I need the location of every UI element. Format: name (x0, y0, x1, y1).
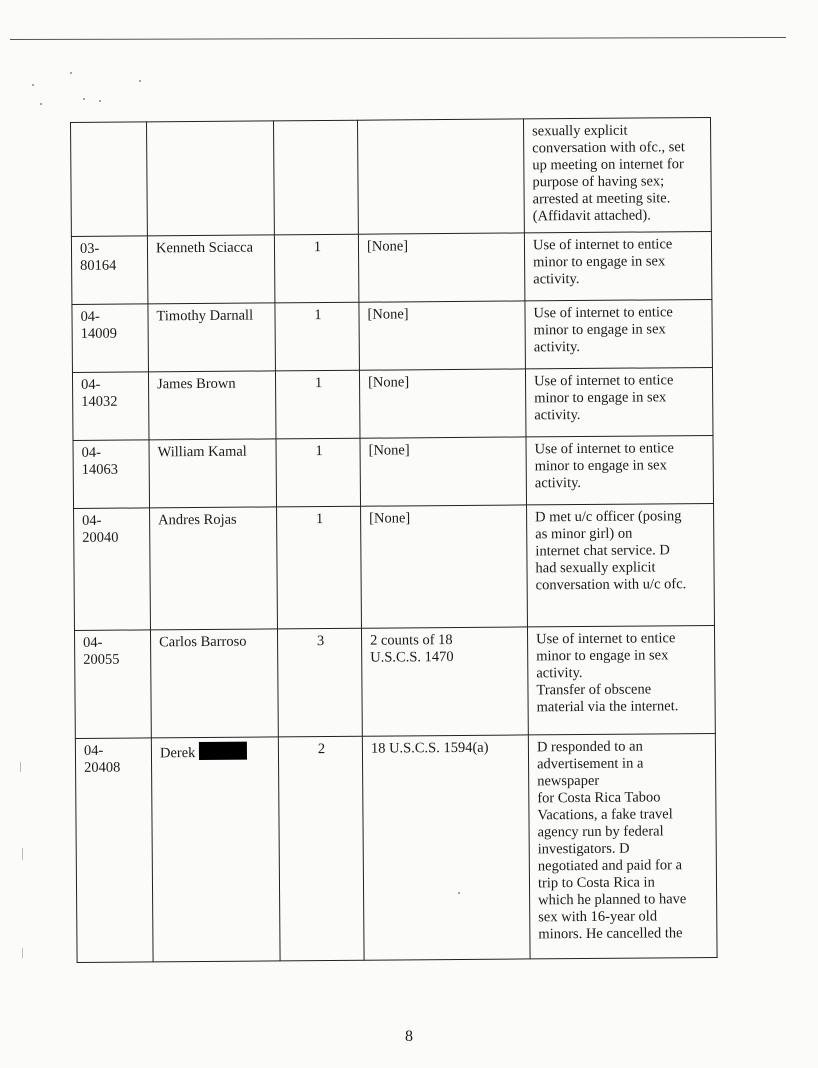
defendant-cell (151, 737, 280, 962)
description-line: activity. (536, 664, 583, 682)
counts-cell: 1 (276, 438, 361, 507)
description-line: negotiated and paid for a (537, 857, 683, 875)
description-line: minors. He cancelled the (538, 925, 683, 943)
counts-cell: 1 (277, 506, 362, 629)
defendant-cell: James Brown (148, 371, 276, 440)
description-line: activity. (534, 406, 581, 424)
table-row (73, 435, 714, 508)
statute-cell: [None] (358, 233, 525, 302)
description-line: Vacations, a fake travel (537, 806, 673, 824)
description-cell (525, 299, 713, 368)
description-line: material via the internet. (536, 698, 679, 716)
statute-cell: [None] (361, 505, 528, 628)
defendant-cell: Carlos Barroso (150, 629, 278, 738)
table-row (74, 503, 715, 630)
description-line: minor to engage in sex (536, 647, 669, 665)
counts-cell: 2 (278, 736, 364, 961)
description-line: conversation with u/c ofc. (535, 576, 687, 594)
counts-cell: 1 (274, 234, 359, 303)
defendant-cell: William Kamal (149, 439, 277, 508)
statute-cell: 18 U.S.C.S. 1594(a) (362, 735, 530, 960)
docket-cell: 04- 20040 (74, 508, 151, 631)
defendant-name: Derek (159, 745, 196, 762)
description-line: Use of internet to entice (533, 304, 673, 322)
defendant-cell: Andres Rojas (150, 507, 278, 630)
description-line: which he planned to have (538, 891, 687, 909)
statute-cell: [None] (359, 369, 526, 438)
description-cell (527, 503, 715, 626)
description-line: investigators. D (537, 840, 630, 858)
description-cell (525, 367, 713, 436)
description-line: activity. (533, 271, 580, 288)
description-line: minor to engage in sex (534, 389, 667, 407)
case-table (70, 117, 718, 963)
description-line: purpose of having sex; (532, 173, 665, 191)
counts-cell: 3 (277, 628, 362, 737)
docket-cell: 03- 80164 (71, 236, 148, 305)
table-row (71, 117, 712, 236)
description-line: sex with 16-year old (538, 908, 658, 926)
statute-cell: [None] (360, 437, 527, 506)
table-row (75, 733, 717, 962)
description-line: had sexually explicit (535, 559, 656, 577)
docket-cell (71, 122, 148, 237)
description-line: advertisement in a (536, 755, 644, 773)
redaction-bar (199, 742, 247, 760)
scan-edge-mark (22, 948, 23, 958)
description-line: D met u/c officer (posing (535, 508, 682, 526)
description-line: internet chat service. D (535, 542, 670, 560)
defendant-cell: Kenneth Sciacca (147, 235, 275, 304)
description-line: Use of internet to entice (533, 372, 674, 390)
statute-cell: 2 counts of 18 U.S.C.S. 1470 (361, 627, 528, 736)
docket-cell: 04- 14032 (72, 372, 149, 441)
docket-cell: 04- 14063 (73, 440, 150, 509)
statute-cell: [None] (359, 301, 526, 370)
description-line: Use of internet to entice (536, 630, 676, 648)
description-line: D responded to an (536, 738, 643, 756)
defendant-cell (147, 121, 275, 236)
page-top-rule (10, 37, 786, 40)
counts-cell (273, 120, 358, 235)
description-line: minor to engage in sex (534, 457, 667, 475)
description-line: conversation with ofc., set (532, 139, 685, 157)
docket-cell: 04- 14009 (72, 304, 149, 373)
description-line: arrested at meeting site. (532, 190, 671, 208)
description-cell (524, 231, 712, 300)
defendant-cell: Timothy Darnall (148, 303, 276, 372)
description-cell (526, 435, 714, 504)
description-line: Use of internet to entice (532, 236, 673, 254)
docket-cell: 04- 20408 (75, 738, 153, 963)
description-cell (528, 733, 717, 958)
description-line: as minor girl) on (535, 525, 633, 543)
description-line: up meeting on internet for (532, 156, 684, 174)
counts-cell: 1 (275, 302, 360, 371)
counts-cell: 1 (275, 370, 360, 439)
description-line: agency run by federal (537, 823, 664, 841)
scan-edge-mark (20, 762, 21, 772)
page-number: 8 (405, 1028, 413, 1045)
table-row (74, 625, 715, 738)
table-row (71, 231, 712, 304)
description-line: for Costa Rica Taboo (537, 789, 661, 807)
description-line: trip to Costa Rica in (537, 874, 655, 892)
description-line: activity. (533, 339, 581, 356)
scan-edge-mark (22, 848, 23, 860)
statute-cell (357, 119, 524, 234)
description-cell (527, 625, 715, 734)
description-line: newspaper (537, 772, 600, 790)
description-line: Transfer of obscene (536, 681, 652, 699)
description-line: activity. (534, 474, 582, 492)
description-line: minor to engage in sex (533, 253, 666, 271)
docket-cell: 04- 20055 (74, 630, 151, 739)
description-line: minor to engage in sex (533, 321, 666, 339)
description-line: (Affidavit attached). (532, 207, 651, 225)
table-row (72, 367, 713, 440)
description-cell (523, 117, 711, 232)
description-line: sexually explicit (532, 122, 628, 140)
description-line: Use of internet to entice (534, 440, 674, 458)
table-row (72, 299, 713, 372)
